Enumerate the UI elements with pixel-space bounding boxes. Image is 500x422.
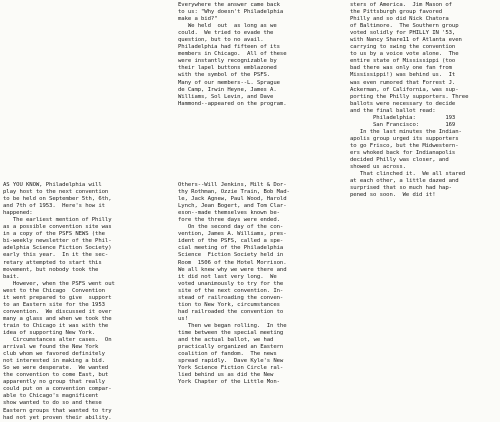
column-middle-bottom: [178, 182, 342, 386]
text-line: in a copy of the PSFS NEWS (the: [3, 231, 105, 238]
text-line: movement, but nobody took the: [3, 266, 99, 273]
text-line: That clinched it. We all stared: [350, 171, 466, 178]
text-line: stead of railroading the conven-: [178, 294, 284, 301]
text-line: fore the three days were ended.: [178, 217, 280, 224]
text-line: time between the special meeting: [178, 329, 284, 336]
text-line: the Pittsburgh group favored: [350, 9, 443, 16]
text-line: members in Chicago. All of these: [178, 51, 287, 58]
text-line: ident of the PSFS, called a spe-: [178, 238, 284, 245]
text-line: at each other, a little dazed and: [350, 178, 459, 185]
text-line: early this year. In it the sec-: [3, 252, 109, 259]
text-line: de Camp, Irwin Heyne, James A.: [178, 86, 277, 93]
text-line: Williams, Sol Levin, and Dave: [178, 93, 274, 100]
text-line: ers whoked back for Indianapolis: [350, 149, 456, 156]
text-line: and the final ballot read:: [350, 107, 436, 114]
text-line: play host to the next convention: [3, 189, 109, 196]
text-line: happened:: [3, 210, 33, 217]
text-line: with the symbol of the PSFS.: [178, 72, 271, 79]
text-line: many a glass and when we took the: [3, 315, 112, 322]
text-line: Many of our members--L. Sprague: [178, 79, 280, 86]
text-line: Room 1506 of the Hotel Morrison.: [178, 259, 287, 266]
column-left: [3, 182, 173, 422]
text-line: York Science Fiction Circle ral-: [178, 365, 284, 372]
text-line: it did not last very long. We: [178, 273, 277, 280]
text-line: eson--made themselves known be-: [178, 210, 280, 217]
text-line: idea of supporting New York.: [3, 329, 96, 336]
text-line: bait.: [3, 273, 20, 280]
text-line: club whom we favored definitely: [3, 351, 105, 358]
text-line: to be held on September 5th, 6th,: [3, 196, 112, 203]
text-line: show wanted to do so and these: [3, 400, 102, 407]
text-line: vention, James A. Williams, pres-: [178, 231, 287, 238]
text-line: able to Chicago's magnificent: [3, 393, 99, 400]
text-line: spread rapidly. Dave Kyle's New: [178, 358, 284, 365]
text-line: apparently no group that really: [3, 379, 105, 386]
text-line: Hammond--appeared on the program.: [178, 100, 287, 107]
text-line: decided Philly was closer, and: [350, 157, 449, 164]
text-line: Science Fiction Society held in: [178, 252, 284, 259]
text-line: had not yet proven their ability.: [3, 414, 112, 421]
text-line: to us: "Why doesn't Philadelphia: [178, 9, 284, 16]
text-line: as a possible convention site was: [3, 224, 112, 231]
text-line: le, Jack Agnew, Paul Wood, Harold: [178, 196, 287, 203]
text-line: lied behind us as did the New: [178, 372, 274, 379]
text-line: had railroaded the convention to: [178, 308, 284, 315]
text-line: Philly and so did Nick Chatora: [350, 16, 449, 23]
text-line: and 7th of 1953. Here's how it: [3, 203, 105, 210]
text-line: Lynch, Jean Bogert, and Tom Clar-: [178, 203, 287, 210]
text-line: We all knew why we were there and: [178, 266, 287, 273]
text-line: York Chapter of the Little Mon-: [178, 379, 280, 386]
text-line: question, but to no avail.: [178, 37, 264, 44]
text-line: porting the Philly supporters. Three: [350, 93, 469, 100]
text-line: to us by a voice vote alone. The: [350, 51, 459, 58]
column-middle-top: [178, 2, 342, 108]
text-line: coalition of fandom. The news: [178, 351, 277, 358]
text-line: AS YOU KNOW, Philadelphia will: [3, 182, 102, 188]
text-line: thy Rothman, Ozzie Train, Bob Mad-: [178, 189, 290, 196]
column-right: [350, 2, 498, 199]
text-line: it went prepared to give support: [3, 294, 112, 301]
text-line: apolis group urged its supporters: [350, 135, 459, 142]
text-line: retary attempted to start this: [3, 259, 102, 266]
text-line: entire state of Mississippi (too: [350, 58, 456, 65]
text-line: not interested in making a bid.: [3, 358, 105, 365]
text-line: We held out as long as we: [178, 23, 277, 30]
text-line: train to Chicago it was with the: [3, 322, 109, 329]
text-line: Everywhere the answer came back: [178, 2, 280, 8]
text-line: bi-weekly newsletter of the Phil-: [3, 238, 112, 245]
text-line: Then we began rolling. In the: [178, 322, 287, 329]
text-line: San Francisco: 169: [350, 121, 456, 128]
text-line: their lapel buttons emblazoned: [178, 65, 277, 72]
text-line: voted solidly for PHILLY IN '53,: [350, 30, 456, 37]
text-line: convention. We discussed it over: [3, 308, 112, 315]
text-line: and the actual ballot, we had: [178, 337, 274, 344]
text-line: Mississippi!) was behind us. It: [350, 72, 456, 79]
text-line: The earliest mention of Philly: [3, 217, 112, 224]
text-line: So we were desperate. We wanted: [3, 365, 109, 372]
text-line: On the second day of the con-: [178, 224, 284, 231]
text-line: Ackerman, of California, was sup-: [350, 86, 459, 93]
text-line: cial meeting of the Philadelphia: [178, 245, 284, 252]
text-line: voted unanimously to try for the: [178, 280, 284, 287]
text-line: Others--Will Jenkins, Milt & Dor-: [178, 182, 287, 188]
text-line: us!: [178, 315, 188, 322]
text-line: carrying to swing the convention: [350, 44, 456, 51]
text-line: ballots were necessary to decide: [350, 100, 456, 107]
text-line: Circumstances alter cases. On: [3, 337, 112, 344]
text-line: of Baltimore. The Southern group: [350, 23, 459, 30]
text-line: Philadelphia had fifteen of its: [178, 44, 280, 51]
text-line: showed us across.: [350, 164, 406, 171]
text-line: with Nancy Share11 of Atlanta even: [350, 37, 462, 44]
text-line: was even rumored that Forrest J.: [350, 79, 456, 86]
text-line: make a bid?": [178, 16, 218, 23]
text-line: could put on a convention compar-: [3, 386, 112, 393]
text-line: Eastern groups that wanted to try: [3, 407, 112, 414]
text-line: surprised that so much had hap-: [350, 185, 452, 192]
text-line: In the last minutes the Indian-: [350, 128, 462, 135]
text-line: were instantly recognizable by: [178, 58, 277, 65]
text-line: However, when the PSFS went out: [3, 280, 115, 287]
text-line: practically organized an Eastern: [178, 344, 284, 351]
text-line: sters of America. Jim Mason of: [350, 2, 452, 8]
text-line: site of the next convention. In-: [178, 287, 284, 294]
text-line: the convention to come East, but: [3, 372, 109, 379]
text-line: bad there was only one fan from: [350, 65, 452, 72]
text-line: to an Eastern site for the 1953: [3, 301, 105, 308]
text-line: Philadelphia: 193: [350, 114, 456, 121]
text-line: arrival we found the New York: [3, 344, 99, 351]
text-line: adelphia Science Fiction Society): [3, 245, 112, 252]
text-line: tion to New York, circumstances: [178, 301, 280, 308]
text-line: pened so soon. We did it!: [350, 192, 436, 199]
text-line: could. We tried to evade the: [178, 30, 274, 37]
text-line: west to the Chicago Convention: [3, 287, 105, 294]
text-line: to go Frisco, but the Midwestern-: [350, 142, 459, 149]
